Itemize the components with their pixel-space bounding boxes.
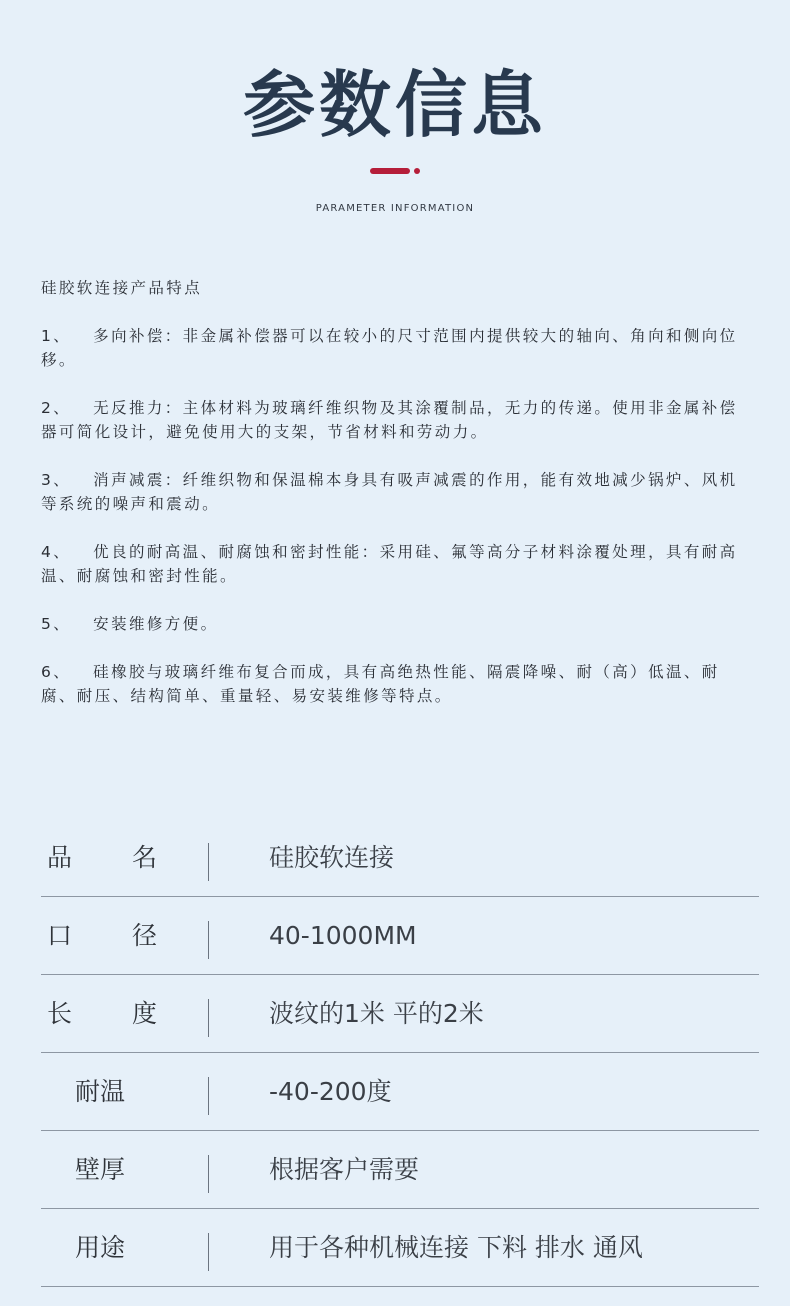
feature-number: 5、	[41, 615, 72, 633]
spec-divider	[208, 1077, 209, 1115]
feature-number: 3、	[41, 471, 72, 489]
spec-row	[41, 1209, 759, 1287]
feature-text: 优良的耐高温、耐腐蚀和密封性能：采用硅、氟等高分子材料涂覆处理，具有耐高温、耐腐蚀和密封性能。	[41, 543, 738, 585]
title-accent-decoration	[370, 168, 430, 174]
feature-number: 1、	[41, 327, 72, 345]
features-heading: 硅胶软连接产品特点	[41, 279, 203, 297]
feature-item	[41, 396, 753, 444]
spec-divider	[208, 1155, 209, 1193]
feature-text: 消声减震：纤维织物和保温棉本身具有吸声减震的作用，能有效地减少锅炉、风机等系统的噪声和震动。	[41, 471, 738, 513]
feature-number: 4、	[41, 543, 72, 561]
spec-row	[41, 1131, 759, 1209]
page-subtitle: PARAMETER INFORMATION	[315, 203, 475, 214]
feature-item	[41, 324, 753, 372]
spec-value: 40-1000MM	[269, 921, 417, 950]
feature-item	[41, 468, 753, 516]
spec-divider	[208, 843, 209, 881]
page-title: 参数信息	[242, 63, 547, 147]
spec-row	[41, 1053, 759, 1131]
spec-value: 硅胶软连接	[269, 843, 395, 872]
spec-divider	[208, 1233, 209, 1271]
spec-label: 耐温	[75, 1077, 126, 1106]
spec-label: 长度	[47, 999, 157, 1028]
spec-label: 品名	[47, 843, 157, 872]
spec-label: 口径	[47, 921, 157, 950]
spec-table	[41, 819, 759, 1287]
spec-row	[41, 819, 759, 897]
spec-row	[41, 975, 759, 1053]
feature-item	[41, 540, 753, 588]
spec-value: 波纹的1米 平的2米	[269, 999, 484, 1028]
spec-value: -40-200度	[269, 1077, 392, 1106]
feature-number: 6、	[41, 663, 72, 681]
spec-label: 用途	[75, 1233, 126, 1262]
feature-text: 多向补偿：非金属补偿器可以在较小的尺寸范围内提供较大的轴向、角向和侧向位移。	[41, 327, 738, 369]
feature-item	[41, 612, 753, 636]
features-section	[41, 276, 753, 732]
spec-divider	[208, 921, 209, 959]
feature-text: 无反推力：主体材料为玻璃纤维织物及其涂覆制品，无力的传递。使用非金属补偿器可简化设计，避免使用大的支架，节省材料和劳动力。	[41, 399, 738, 441]
feature-item	[41, 660, 753, 708]
accent-dot	[414, 168, 420, 174]
spec-label: 壁厚	[75, 1155, 126, 1184]
spec-value: 根据客户需要	[269, 1155, 420, 1184]
feature-number: 2、	[41, 399, 72, 417]
spec-row	[41, 897, 759, 975]
accent-bar	[370, 168, 410, 174]
spec-divider	[208, 999, 209, 1037]
feature-text: 硅橡胶与玻璃纤维布复合而成，具有高绝热性能、隔震降噪、耐（高）低温、耐腐、耐压、结构简单、重量轻、易安装维修等特点。	[41, 663, 720, 705]
spec-value: 用于各种机械连接 下料 排水 通风	[269, 1233, 643, 1262]
feature-text: 安装维修方便。	[93, 615, 219, 633]
